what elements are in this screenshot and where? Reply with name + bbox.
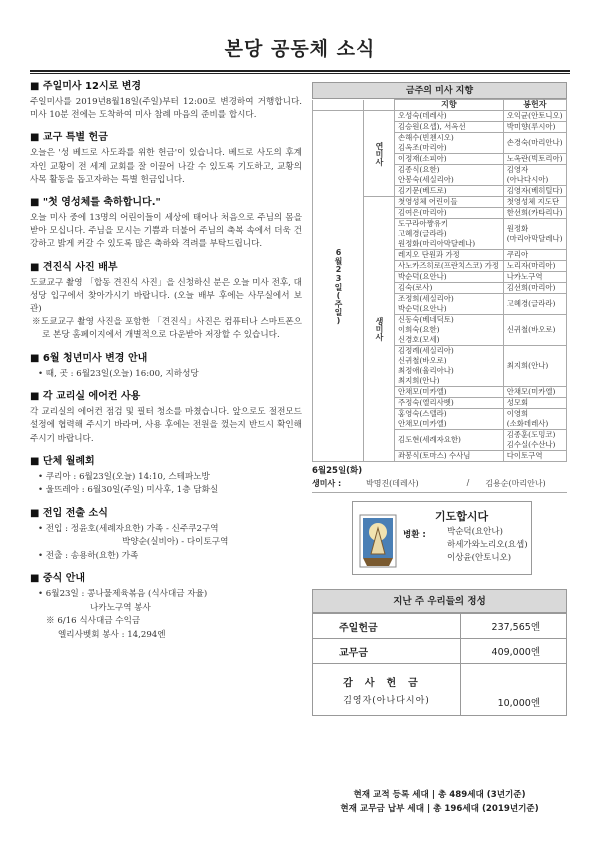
- offerer-cell: 한선희(카타리나): [503, 208, 566, 219]
- intention-cell: 이정재(소피아): [395, 154, 504, 165]
- mass-intentions-header: 금주의 미사 지향: [312, 82, 567, 99]
- prayer-name: 박순덕(요안나): [447, 527, 503, 537]
- notice-special-collection: [30, 131, 302, 187]
- notice-aircon: [30, 390, 302, 446]
- notice-monthly-meetings: [30, 455, 302, 498]
- intention-cell: 레지오 단원과 가정: [395, 250, 504, 261]
- offerer-cell: 나카노구역: [503, 272, 566, 283]
- intention-cell: 김승원(요셉), 서옥선: [395, 122, 504, 133]
- group-label: 연미사: [375, 141, 384, 166]
- prayer-label: 병환 :: [403, 530, 426, 540]
- group-label: 생미사: [375, 317, 384, 341]
- mass-intentions-panel: [312, 82, 567, 716]
- group-label-cell: [364, 111, 395, 197]
- notice-title: ■ 교구 특별 헌금: [30, 132, 108, 144]
- notice-title: ■ 6월 청년미사 변경 안내: [30, 352, 148, 364]
- offerer-cell: 김종훈(도밍코) 김수실(수산나): [503, 430, 566, 451]
- page-title-wrap: [0, 34, 600, 61]
- offerer-cell: 고혜경(글라라): [503, 294, 566, 315]
- intention-cell: 홍영숙(스텔라) 안채모(미카엘): [395, 409, 504, 430]
- prayer-box: [352, 501, 532, 575]
- intention-cell: 김숙(로사): [395, 283, 504, 294]
- group-label-cell: [364, 197, 395, 462]
- parish-stats: [312, 788, 567, 816]
- notice-body: 오늘은 '성 베드로 사도좌를 위한 헌금'이 있습니다. 베드로 사도의 후계자인 교황이 전 세계 교회를 잘 이끌어 나갈 수 있도록 기도하고, 교황의 사목 활동을 돕고자하는 특별 헌금입니다.: [30, 148, 302, 185]
- offerer-cell: 이영희 (소화데레사): [503, 409, 566, 430]
- notice-line: • 전입 : 정윤호(세례자요한) 가족 - 신주쿠2구역: [38, 523, 219, 534]
- offerer-cell: 노리자(마리아): [503, 261, 566, 272]
- table-row: [313, 639, 567, 664]
- prayer-title: 기도합시다: [435, 510, 489, 523]
- offerer-cell: 박미향(루시아): [503, 122, 566, 133]
- prayer-name: 이상윤(안토니오): [447, 553, 512, 563]
- offering-value: 10,000엔: [461, 664, 567, 716]
- notice-body: 각 교리실의 에어컨 점검 및 필터 청소를 마쳤습니다. 앞으로도 절전모드 설정에 협력해 주시기 바라며, 사용 후에는 전원을 껐는지 반드시 확인해 주시기 바랍니다.: [30, 407, 302, 444]
- offerer-cell: 성모회: [503, 398, 566, 409]
- table-row: [313, 614, 567, 639]
- notice-confirmation-photos: [30, 261, 302, 343]
- notice-title: ■ 각 교리실 에어컨 사용: [30, 391, 141, 403]
- notice-line: • 6월23일 : 콩나물제육볶음 (식사대금 자율): [38, 589, 208, 600]
- title-rule: [30, 70, 570, 74]
- date-label-cell: [313, 111, 364, 462]
- offering-label: 주일헌금: [313, 614, 461, 639]
- intention-cell: 김종식(요한) 안봉숙(세실리아): [395, 165, 504, 186]
- notice-line: 박양순(실비아) - 다이토구역: [122, 537, 229, 548]
- notice-line: ※ 6/16 식사대금 수익금: [46, 616, 141, 627]
- intention-cell: 김정례(세실리아) 신귀철(바오로) 최정애(율리아나) 최지희(안나): [395, 346, 504, 387]
- june25-label: 생미사 :: [312, 479, 342, 488]
- table-row: [313, 664, 567, 716]
- offerer-cell: 다이토구역: [503, 451, 566, 462]
- june25-date: 6월25일(화): [312, 466, 363, 476]
- table-header-row: [313, 100, 567, 111]
- notice-lunch: [30, 572, 302, 642]
- stats-line: 현재 교적 등록 세대 | 총 489세대 (3년기준): [353, 790, 526, 800]
- offerer-cell: 손경숙(마리안나): [503, 133, 566, 154]
- notice-note: ※도쿄교구 촬영 사진을 포함한 「견진식」사진은 컴퓨터나 스마트폰으로 본당 홈페이지에서 개별적으로 다운받아 저장할 수 있습니다.: [32, 317, 302, 341]
- offerer-cell: 안채모(미카엘): [503, 387, 566, 398]
- intention-cell: 손해수(빈첸시오) 김옥조(마리아): [395, 133, 504, 154]
- table-row: [313, 111, 567, 122]
- intention-cell: 김여은(마리아): [395, 208, 504, 219]
- offerer-cell: 최지희(안나): [503, 346, 566, 387]
- date-label: 6월23일(주일): [334, 247, 343, 325]
- offering-value: 409,000엔: [461, 639, 567, 664]
- praying-hands-icon: [359, 514, 397, 568]
- notice-title: ■ 주일미사 12시로 변경: [30, 81, 142, 92]
- notice-title: ■ 전입 전출 소식: [30, 507, 108, 519]
- offerer-cell: 원정화 (마리아막달레나): [503, 219, 566, 250]
- news-column: [30, 80, 302, 651]
- offerer-cell: 쿠리아: [503, 250, 566, 261]
- notice-line: • 전출 : 송용하(요한) 가족: [38, 550, 139, 561]
- prayer-name: 하세가와노리오(요셉): [447, 540, 528, 550]
- offerer-cell: 김선희(마리아): [503, 283, 566, 294]
- offerer-cell: 신귀철(바오로): [503, 315, 566, 346]
- notice-line: 엘리사벳회 봉사 : 14,294엔: [58, 629, 166, 640]
- offering-value: 237,565엔: [461, 614, 567, 639]
- notice-transfers: [30, 507, 302, 564]
- notice-youth-mass: [30, 352, 302, 382]
- notice-sunday-mass: [30, 80, 302, 122]
- june25-separator: /: [466, 478, 470, 487]
- intention-cell: 사노카즈히로(프란치스코) 가정: [395, 261, 504, 272]
- notice-body: 주일미사를 2019년8월18일(주일)부터 12:00로 변경하여 거행합니다. 미사 10분 전에는 도착하여 미사 참례 마음의 준비를 합시다.: [30, 97, 302, 121]
- notice-title: ■ 중식 안내: [30, 573, 86, 585]
- thanksgiving-label: 감사헌금: [343, 677, 430, 689]
- offering-table: [312, 613, 567, 716]
- intention-cell: 안채모(미카엘): [395, 387, 504, 398]
- notice-first-communion: [30, 196, 302, 252]
- notice-title: ■ 견진식 사진 배부: [30, 261, 118, 273]
- intention-cell: 도구라아쨩유키 고혜경(글라라) 원정화(마리아막달레나): [395, 219, 504, 250]
- intention-cell: 김기문(베드로): [395, 186, 504, 197]
- offering-panel: [312, 589, 567, 716]
- notice-line: 나카노구역 봉사: [90, 602, 151, 613]
- offerer-cell: 오익균(안토니오): [503, 111, 566, 122]
- intention-cell: 첫영성체 어린이들: [395, 197, 504, 208]
- intention-cell: 좌봉식(토마스) 수사님: [395, 451, 504, 462]
- notice-line: • 때, 곳 : 6월23일(오늘) 16:00, 지하성당: [38, 368, 199, 379]
- prayer-names: [447, 526, 528, 565]
- notice-title: ■ 단체 월례회: [30, 455, 95, 467]
- june25-name-a: 박명진(데레사): [366, 479, 419, 488]
- col-offerer: 봉헌자: [503, 100, 566, 111]
- june25-row: [312, 476, 567, 493]
- intention-cell: 신동숙(베네딕토) 이희숙(요한) 신경호(모세): [395, 315, 504, 346]
- intention-cell: 박순덕(요안나): [395, 272, 504, 283]
- intention-cell: 김도현(세례자요한): [395, 430, 504, 451]
- notice-body: 도쿄교구 촬영 「합동 견진식 사진」을 신청하신 분은 오늘 미사 전후, 대성당 입구에서 찾아가시기 바랍니다. (오늘 배부 후에는 사무실에서 보관): [30, 277, 302, 315]
- thanksgiving-cell: [313, 664, 461, 716]
- offering-header: 지난 주 우리들의 정성: [312, 589, 567, 613]
- intention-cell: 주정숙(엘리사벳): [395, 398, 504, 409]
- col-intention: 지향: [395, 100, 504, 111]
- notice-line: • 울뜨레아 : 6월30일(주일) 미사후, 1층 담화실: [38, 485, 219, 496]
- notice-body: 오늘 미사 중에 13명의 어린이들이 세상에 태어나 처음으로 주님의 몸을 받아 모십니다. 주님을 모시는 기쁨과 더불어 주님의 축복 속에서 더욱 건강하고 밝게 커갈 수 있도록 많은 축하와 격려를 부탁드립니다.: [30, 213, 302, 250]
- notice-title: ■ "첫 영성체를 축하합니다.": [30, 197, 161, 209]
- stats-line: 현재 교무금 납부 세대 | 총 196세대 (2019년기준): [340, 804, 539, 814]
- intention-cell: 오성숙(데레사): [395, 111, 504, 122]
- offering-label: 교무금: [313, 639, 461, 664]
- page-title: 본당 공동체 소식: [224, 38, 376, 60]
- offerer-cell: 첫영성체 지도단: [503, 197, 566, 208]
- offerer-cell: 노옥란(빅토리아): [503, 154, 566, 165]
- offerer-cell: 김영자 (아나다시아): [503, 165, 566, 186]
- thanksgiving-name: 김영자(아나다시아): [343, 695, 430, 706]
- june25-name-b: 김용순(마리안나): [485, 479, 546, 488]
- notice-line: • 쿠리아 : 6월23일(오늘) 14:10, 스테파노방: [38, 471, 210, 482]
- offerer-cell: 김영자(베히틸다): [503, 186, 566, 197]
- mass-intentions-table: [312, 99, 567, 462]
- intention-cell: 조정희(세실리아) 박순덕(요안나): [395, 294, 504, 315]
